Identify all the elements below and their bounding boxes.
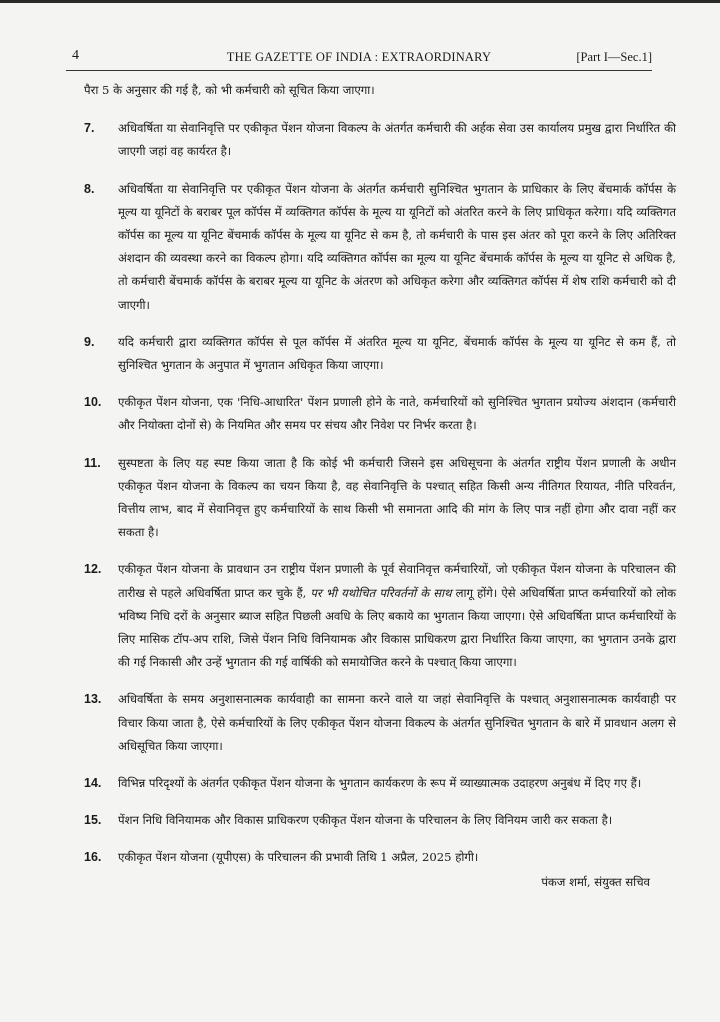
paragraph-number: 15. — [84, 813, 102, 828]
paragraph-number: 13. — [84, 692, 102, 707]
paragraph-16 — [84, 846, 676, 869]
paragraph-text: अधिवर्षिता या सेवानिवृत्ति पर एकीकृत पेंशन योजना विकल्प के अंतर्गत कर्मचारी की अर्हक सेवा उस कार्यालय प्रमुख द्वारा निर्धारित की जाएगी जहां वह कार्यरत है। — [118, 121, 676, 159]
page-header — [66, 48, 652, 68]
paragraph-8 — [84, 178, 676, 317]
paragraph-7 — [84, 117, 676, 163]
part-section-label: [Part I—Sec.1] — [576, 50, 652, 64]
page-number: 4 — [72, 48, 79, 63]
paragraph-text: यदि कर्मचारी द्वारा व्यक्तिगत कॉर्पस से पूल कॉर्पस में अंतरित मूल्य या यूनिट, बेंचमार्क कॉर्पस के मूल्य या यूनिट से कम हैं, तो सुनिश्चित भुगतान के अनुपात में भुगतान अधिकृत किया जाएगा। — [118, 334, 676, 373]
document-body — [84, 79, 676, 884]
paragraph-number: 16. — [84, 850, 102, 865]
top-border-rule — [0, 0, 720, 3]
paragraph-number: 12. — [84, 562, 102, 577]
paragraph-14 — [84, 772, 676, 795]
paragraph-15 — [84, 809, 676, 832]
paragraph-number: 11. — [84, 455, 101, 470]
paragraph-number: 14. — [84, 776, 102, 791]
paragraph-number: 10. — [84, 395, 102, 410]
paragraph-number: 7. — [84, 121, 95, 136]
paragraph-12 — [84, 558, 676, 674]
paragraph-text: एकीकृत पेंशन योजना (यूपीएस) के परिचालन की प्रभावी तिथि 1 अप्रैल, 2025 होगी। — [118, 850, 479, 865]
paragraph-number: 8. — [84, 181, 95, 196]
paragraph-text: अधिवर्षिता या सेवानिवृत्ति पर एकीकृत पेंशन योजना के अंतर्गत कर्मचारी सुनिश्चित भुगतान के प्राधिकार के लिए बेंचमार्क कॉर्पस के मूल्य या यूनिटों के बराबर पूल कॉर्पस में व्यक्तिगत कॉर्पस के मूल्य या यूनिटों को अंतरित करने के लिए प्राधिकृत करेगा। यदि व्यक्तिगत कॉर्पस का मूल्य या यूनिट बेंचमार्क कॉर्पस के मूल्य या यूनिट से कम है, तो कर्मचारी के पास इस अंतर को पूरा करने के लिए अतिरिक्त अंशदान की व्यवस्था करने का विकल्प होगा। यदि व्यक्तिगत कॉर्पस का मूल्य या यूनिट बेंचमार्क कॉर्पस के मूल्य या यूनिट से अधिक है, तो कर्मचारी बेंचमार्क कॉर्पस के बराबर मूल्य या यूनिट के अंतरण को अधिकृत करेगा और व्यक्तिगत कॉर्पस में शेष राशि कर्मचारी को दी जाएगी। — [118, 181, 676, 312]
paragraph-number: 9. — [84, 334, 95, 349]
paragraph-text: पेंशन निधि विनियामक और विकास प्राधिकरण एकीकृत पेंशन योजना के परिचालन के लिए विनियम जारी कर सकता है। — [118, 813, 613, 828]
header-divider — [66, 70, 652, 71]
paragraph-text: सुस्पष्टता के लिए यह स्पष्ट किया जाता है कि कोई भी कर्मचारी जिसने इस अधिसूचना के अंतर्गत राष्ट्रीय पेंशन प्रणाली के अधीन एकीकृत पेंशन योजना के विकल्प का चयन किया है, वह सेवानिवृत्ति के पश्चात् सहित किसी अन्य नीतिगत रियायत, नीति परिवर्तन, वित्तीय लाभ, बाद में सेवानिवृत्त हुए कर्मचारियों के साथ किसी भी समानता आदि की मांग के लिए पात्र नहीं होगा और दावा नहीं कर सकता है। — [118, 455, 676, 540]
paragraph-10 — [84, 391, 676, 437]
paragraph-11 — [84, 452, 676, 545]
paragraph-text-start: एकीकृत पेंशन योजना के प्रावधान उन राष्ट्रीय पेंशन प्रणाली के पूर्व सेवानिवृत्त कर्मचारियों, जो एकीकृत पेंशन योजना के परिचालन की तारीख से पहले अधिवर्षिता प्राप्त कर चुके हैं, — [118, 562, 676, 600]
paragraph-text-end: लागू होंगे। ऐसे अधिवर्षिता प्राप्त कर्मचारियों को लोक भविष्य निधि दरों के अनुसार ब्याज सहित पिछली अवधि के लिए बकाये का भुगतान किया जाएगा। ऐसे अधिवर्षिता प्राप्त कर्मचारियों के लिए मासिक टॉप-अप राशि, जिसे पेंशन निधि विनियामक और विकास प्राधिकरण द्वारा निर्धारित किया जाएगा, का भुगतान उनके द्वारा की गई निकासी और उन्हें भुगतान की गई वार्षिकी को समायोजित करने के पश्चात् किया जाएगा। — [118, 585, 676, 670]
paragraph-text: विभिन्न परिदृश्यों के अंतर्गत एकीकृत पेंशन योजना के भुगतान कार्यकरण के रूप में व्याख्यात्मक उदाहरण अनुबंध में दिए गए हैं। — [118, 776, 642, 791]
gazette-title: THE GAZETTE OF INDIA : EXTRAORDINARY — [226, 50, 492, 64]
continuation-text: पैरा 5 के अनुसार की गई है, को भी कर्मचारी को सूचित किया जाएगा। — [84, 83, 375, 97]
signature-block: पंकज शर्मा, संयुक्त सचिव — [541, 875, 650, 889]
paragraph-text-italic: पर भी यथोचित परिवर्तनों के साथ — [310, 585, 452, 600]
paragraph-9 — [84, 331, 676, 377]
paragraph-text: एकीकृत पेंशन योजना, एक 'निधि-आधारित' पेंशन प्रणाली होने के नाते, कर्मचारियों को सुनिश्चित भुगतान प्रयोज्य अंशदान (कर्मचारी और नियोक्ता दोनों से) के नियमित और समय पर संचय और निवेश पर निर्भर करता है। — [118, 395, 676, 433]
paragraph-text: अधिवर्षिता के समय अनुशासनात्मक कार्यवाही का सामना करने वाले या जहां सेवानिवृत्ति के पश्चात् अनुशासनात्मक कार्यवाही पर विचार किया जाता है, ऐसे कर्मचारियों के लिए एकीकृत पेंशन योजना विकल्प के अंतर्गत सुनिश्चित भुगतान के बारे में प्रावधान अलग से अधिसूचित किया जाएगा। — [118, 692, 676, 753]
paragraph-13 — [84, 688, 676, 758]
